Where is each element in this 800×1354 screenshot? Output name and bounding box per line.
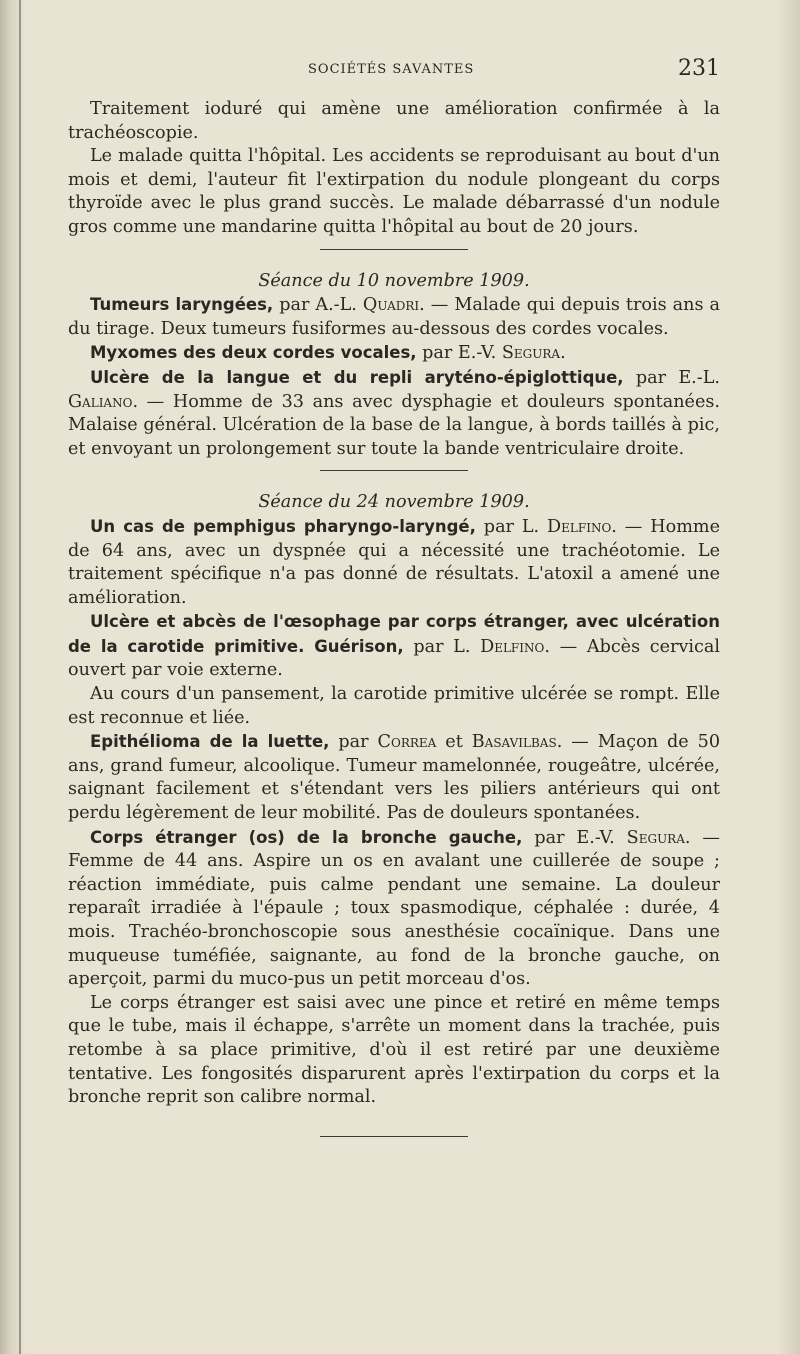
entry-by: par E.-V. — [522, 827, 627, 848]
seance-heading-24-novembre: Séance du 24 novembre 1909. — [258, 492, 530, 513]
entry-by: par — [329, 732, 378, 753]
entry-text: . — Homme de 64 ans, avec un dyspnée qui a nécessité une trachéotomie. Le traitement spécifique n'a pas donné de résultats. L'atoxil a amené une amélioration. — [68, 516, 720, 608]
entry-ulcere-oesophage-continued: Au cours d'un pansement, la carotide primitive ulcérée se rompt. Elle est reconnue et liée. — [68, 684, 720, 728]
entry-text: . — Malade qui depuis trois ans a du tirage. Deux tumeurs fusiformes au-dessous des cordes vocales. — [68, 295, 720, 339]
page-header — [68, 56, 720, 86]
entry-author: Delfino — [480, 636, 545, 657]
entry-text: . — Maçon de 50 ans, grand fumeur, alcoolique. Tumeur mamelonnée, rougeâtre, ulcérée, saignant facilement et s'étendant vers les piliers antérieurs qui ont perdu légèrement de leur mobilité. Pas de douleurs spontanées. — [68, 732, 721, 824]
entry-text: . — Femme de 44 ans. Aspire un os en avalant une cuillerée de soupe ; réaction immédiate, puis calme pendant une semaine. La douleur reparaît irradiée à l'épaule ; toux spasmodique, céphalée : durée, 4 mois. Trachéo-bronchoscopie sous anesthésie cocaïnique. Dans une muqueuse tuméfiée, saignante, au fond de la bronche gauche, on aperçoit, parmi du muco-pus un petit morceau d'os. — [68, 827, 721, 990]
entry-title: Corps étranger (os) de la bronche gauche, — [90, 827, 523, 847]
running-head: SOCIÉTÉS SAVANTES — [308, 62, 475, 77]
entry-ulcere-langue — [68, 366, 720, 461]
entry-author: Correa — [377, 732, 437, 753]
entry-author: Galiano — [68, 391, 133, 412]
entry-tumeurs-laryngees — [68, 293, 720, 341]
entry-by: par L. — [475, 516, 548, 537]
page-number: 231 — [678, 56, 720, 81]
entry-text: . — Homme de 33 ans avec dysphagie et douleurs spontanées. Malaise général. Ulcération de la base de la langue, à bords taillés à pic, et envoyant un prolongement sur toute la bande ventriculaire droite. — [68, 391, 720, 459]
page-body — [68, 98, 720, 1157]
entry-epithelioma — [68, 730, 720, 825]
page-binding-shadow — [0, 0, 26, 1354]
entry-by: par A.-L. — [273, 295, 363, 316]
entry-by: par E.-L. — [623, 367, 720, 388]
entry-myxomes — [68, 341, 720, 366]
entry-by: par E.-V. — [416, 343, 502, 364]
entry-author: Delfino — [547, 516, 612, 537]
intro-paragraph-1: Traitement ioduré qui amène une amélioration confirmée à la trachéoscopie. — [68, 99, 720, 143]
entry-title: Ulcère de la langue et du repli aryténo-épiglottique, — [90, 367, 624, 387]
entry-ulcere-oesophage — [68, 610, 720, 683]
entry-corps-etranger-continued: Le corps étranger est saisi avec une pince et retiré en même temps que le tube, mais il échappe, s'arrête un moment dans la trachée, puis retombe à sa place primitive, d'où il est retiré par une deuxième tentative. Les fongosités disparurent après l'extirpation du corps et la bronche reprit son calibre normal. — [68, 992, 720, 1108]
section-divider — [320, 470, 468, 471]
entry-by: par L. — [403, 636, 481, 657]
entry-title: Tumeurs laryngées, — [90, 295, 274, 315]
entry-author: Quadri — [362, 295, 420, 316]
entry-author: Segura — [501, 343, 561, 364]
intro-paragraph-2: Le malade quitta l'hôpital. Les accidents se reproduisant au bout d'un mois et demi, l'auteur fit l'extirpation du nodule plongeant du corps thyroïde avec le plus grand succès. Le malade débarrassé d'un nodule gros comme une mandarine quitta l'hôpital au bout de 20 jours. — [68, 146, 720, 237]
entry-text: . — [560, 343, 566, 364]
entry-title: Epithélioma de la luette, — [90, 732, 330, 752]
entry-text: . — Abcès cervical ouvert par voie externe. — [68, 636, 720, 681]
page-binding-edge — [19, 0, 21, 1354]
section-divider — [320, 249, 468, 250]
entry-author: Segura — [626, 827, 685, 848]
entry-author: Basavilbas — [471, 732, 557, 753]
entry-pemphigus — [68, 515, 720, 610]
page-right-shadow — [778, 0, 800, 1354]
entry-corps-etranger — [68, 826, 720, 992]
section-divider — [320, 1136, 468, 1137]
entry-title: Myxomes des deux cordes vocales, — [90, 343, 417, 363]
entry-title: Ulcère et abcès de l'œsophage par corps étranger, avec ulcération de la carotide primitive. Guérison, — [68, 612, 720, 656]
seance-heading-10-novembre: Séance du 10 novembre 1909. — [258, 270, 530, 291]
entry-title: Un cas de pemphigus pharyngo-laryngé, — [90, 516, 476, 536]
entry-and: et — [436, 732, 472, 753]
